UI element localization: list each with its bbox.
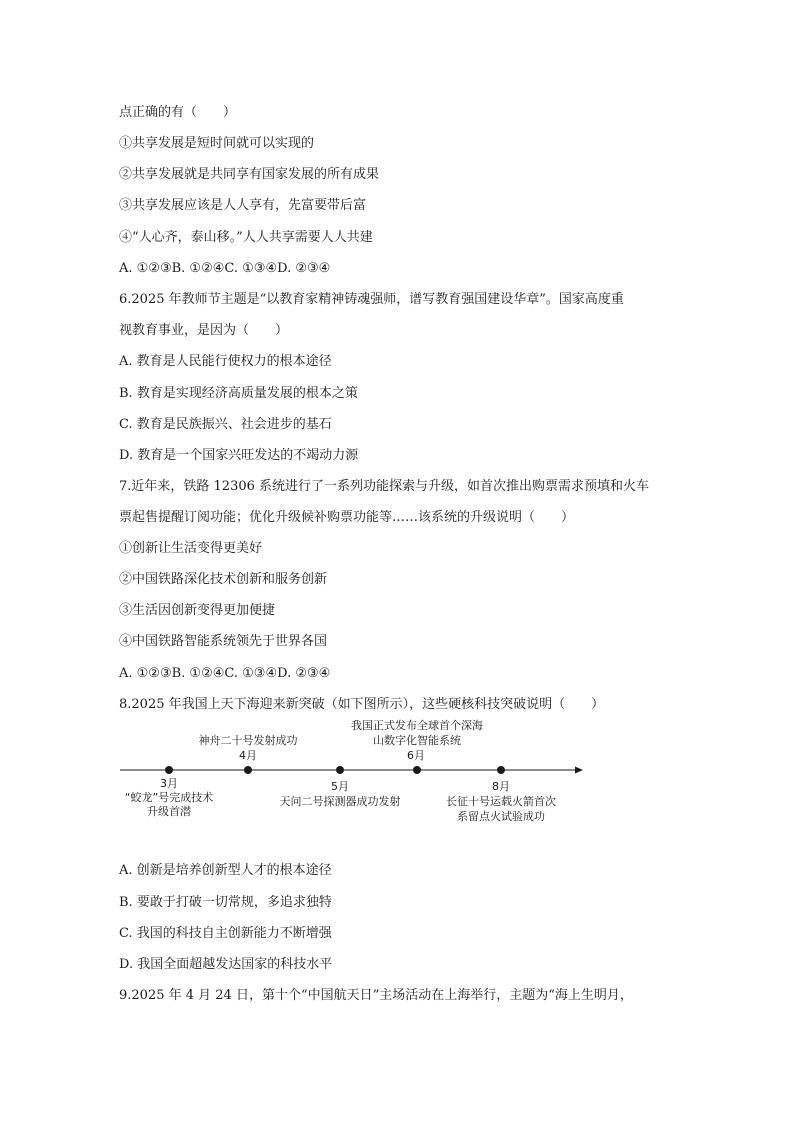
question-6: 6.2025 年教师节主题是“以教育家精神铸魂强师，谱写教育强国建设华章”。国家高度重	[119, 292, 624, 307]
timeline-desc: 我国正式发布全球首个深海	[351, 719, 483, 732]
option-line: ②共享发展就是共同享有国家发展的所有成果	[119, 167, 380, 182]
timeline-desc: 升级首潜	[147, 805, 191, 818]
option-d: D. 教育是一个国家兴旺发达的不竭动力源	[119, 448, 359, 463]
option-b: B. 要敢于打破一切常规，多追求独特	[119, 895, 332, 910]
option-d: D. 我国全面超越发达国家的科技水平	[119, 957, 333, 972]
timeline-dot	[497, 766, 505, 774]
answer-choices: A. ①②③B. ①②④C. ①③④D. ②③④	[119, 261, 331, 276]
option-line: ④“人心齐，泰山移。”人人共享需要人人共建	[119, 230, 373, 245]
option-a: A. 创新是培养创新型人才的根本途径	[119, 863, 332, 878]
option-c: C. 教育是民族振兴、社会进步的基石	[119, 417, 332, 432]
option-line: ③生活因创新变得更加便捷	[119, 603, 276, 618]
option-line: ①共享发展是短时间就可以实现的	[119, 136, 315, 151]
timeline-month: 6月	[407, 749, 425, 762]
timeline-desc: 长征十号运载火箭首次	[446, 795, 556, 808]
timeline-dot	[165, 766, 173, 774]
timeline-month: 8月	[492, 780, 510, 793]
option-c: C. 我国的科技自主创新能力不断增强	[119, 926, 332, 941]
option-line: ②中国铁路深化技术创新和服务创新	[119, 572, 328, 587]
timeline-desc: 山数字化智能系统	[373, 734, 461, 747]
timeline-dot	[336, 766, 344, 774]
question-8: 8.2025 年我国上天下海迎来新突破（如下图所示），这些硬核科技突破说明（ ）	[119, 697, 605, 712]
timeline-dot	[244, 766, 252, 774]
timeline-month: 4月	[239, 749, 257, 762]
option-a: A. 教育是人民能行使权力的根本途径	[119, 354, 332, 369]
timeline-month: 3月	[160, 777, 178, 790]
question-7: 7.近年来，铁路 12306 系统进行了一系列功能探索与升级，如首次推出购票需求预填和火车	[119, 479, 650, 494]
timeline-month: 5月	[331, 780, 349, 793]
option-b: B. 教育是实现经济高质量发展的根本之策	[119, 386, 358, 401]
timeline-desc: 系留点火试验成功	[457, 810, 545, 823]
option-line: ③共享发展应该是人人享有，先富要带后富	[119, 198, 367, 213]
question-7-cont: 票起售提醒订阅功能；优化升级候补购票功能等……该系统的升级说明（ ）	[119, 510, 575, 525]
answer-choices: A. ①②③B. ①②④C. ①③④D. ②③④	[119, 666, 331, 681]
option-line: ④中国铁路智能系统领先于世界各国	[119, 634, 328, 649]
timeline-desc: 天问二号探测器成功发射	[279, 795, 401, 808]
timeline-desc: “蛟龙”号完成技术	[124, 791, 214, 804]
question-line: 点正确的有（ ）	[119, 105, 237, 120]
timeline-arrow	[575, 767, 583, 774]
option-line: ①创新让生活变得更美好	[119, 541, 263, 556]
timeline-dot	[413, 766, 421, 774]
question-6-cont: 视教育事业，是因为（ ）	[119, 323, 289, 338]
question-9: 9.2025 年 4 月 24 日，第十个“中国航天日”主场活动在上海举行，主题为“海上生明月，	[119, 988, 633, 1003]
timeline-desc: 神舟二十号发射成功	[198, 734, 298, 747]
